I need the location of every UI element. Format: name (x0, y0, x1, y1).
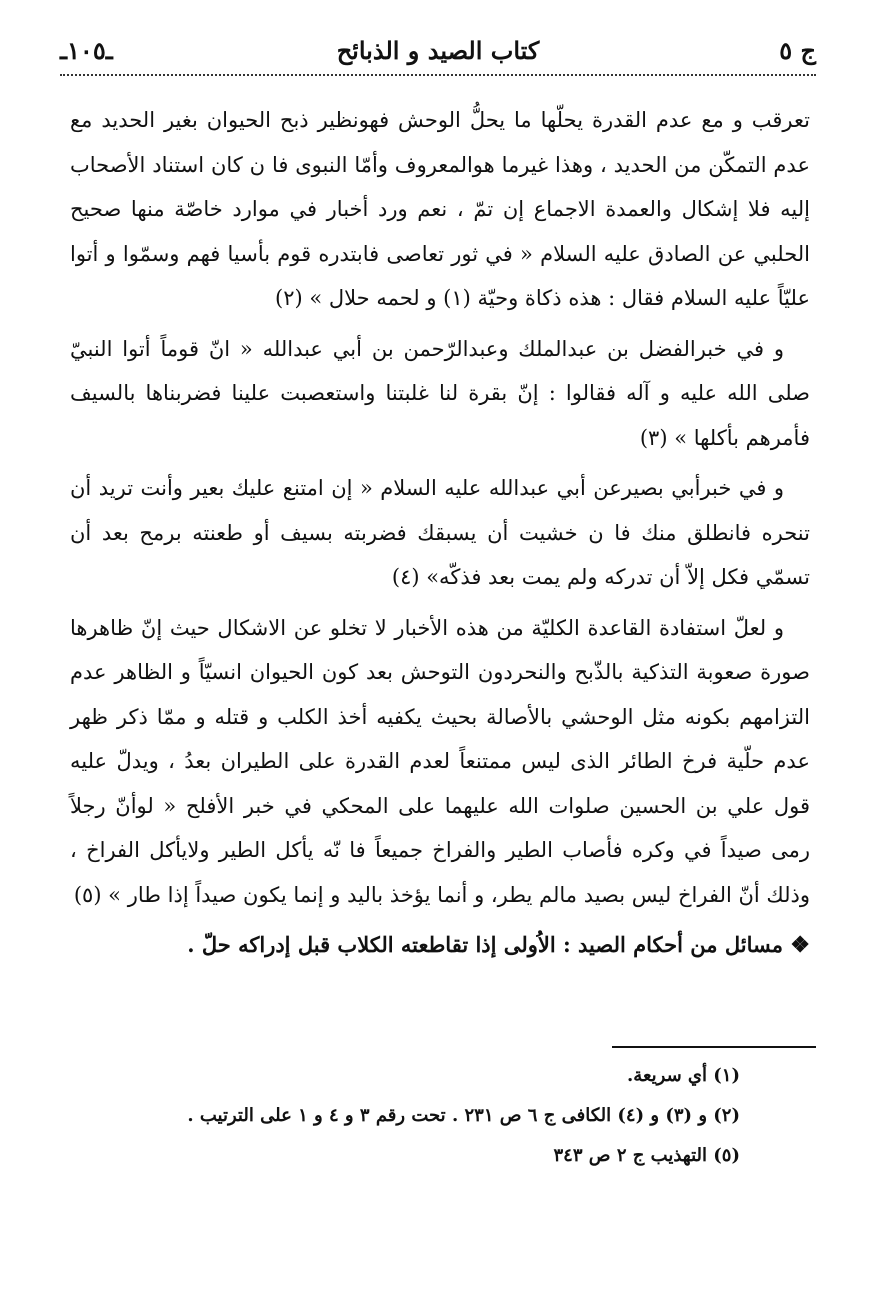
page-number: ـ١٠٥ـ (60, 35, 113, 65)
paragraph-3: و في خبرأبي بصيرعن أبي عبدالله عليه السلام « إن امتنع عليك بعير وأنت تريد أن تنحره فانطلق منك فا ن خشيت أن يسبقك فضربته بسيف أو طعنته برمح بعد أن تسمّي فكل إلاّ أن تدركه ولم يمت بعد فذكّه» (٤) (70, 476, 810, 589)
header-dotted-rule (60, 74, 816, 76)
paragraph-1: تعرقب و مع عدم القدرة يحلّها ما يحلُّ الوحش فهونظير ذبح الحيوان بغير الحديد مع عدم التمكّن من الحديد ، وهذا غيرما هوالمعروف وأمّا النبوى فا ن كان استناد الأصحاب إليه فلا إشكال والعمدة الاجماع إن تمّ ، نعم ورد أخبار في موارد خاصّة منها صحيح الحلبي عن الصادق عليه السلام « في ثور تعاصى فابتدره قوم بأسيا فهم وسمّوا و أتوا عليّاً عليه السلام فقال : هذه ذكاة وحيّة (١) و لحمه حلال » (٢) (70, 108, 810, 310)
volume-number: ج ٥ (779, 35, 816, 65)
main-text (70, 98, 810, 974)
running-head (60, 30, 816, 70)
paragraph-2: و في خبرالفضل بن عبدالملك وعبدالرّحمن بن أبي عبدالله « انّ قوماً أتوا النبيّ صلى الله عليه و آله فقالوا : إنّ بقرة لنا غلبتنا واستعصبت علينا فضربناها بالسيف فأمرهم بأكلها » (٣) (70, 336, 810, 450)
footnote-2: (٢) و (٣) و (٤) الكافى ج ٦ ص ٢٣١ . تحت رقم ٣ و ٤ و ١ على الترتيب . (187, 1105, 740, 1126)
section-heading-note (70, 923, 810, 968)
footnote-1: (١) أي سريعة. (627, 1065, 740, 1086)
footnote-rule (612, 1046, 816, 1048)
section-heading-text: مسائل من أحكام الصيد : الاُولى إذا تقاطعته الكلاب قبل إدراكه حلّ . (187, 932, 783, 957)
footnote-3: (٥) التهذيب ج ٢ ص ٣٤٣ (553, 1145, 740, 1166)
footnotes (80, 1056, 740, 1176)
ornament-icon: ❖ (790, 932, 810, 958)
paragraph-4: و لعلّ استفادة القاعدة الكليّة من هذه الأخبار لا تخلو عن الاشكال حيث إنّ ظاهرها صورة صعوبة التذكية بالذّبح والنحردون التوحش بعد كون الحيوان انسيّاً و الظاهر عدم التزامهم بكونه مثل الوحشي بالأصالة بحيث يكفيه أخذ الكلب و قتله و ممّا ذكر ظهر عدم حلّية فرخ الطائر الذى ليس ممتنعاً لعدم القدرة على الطيران بعدُ ، ويدلّ عليه قول علي بن الحسين صلوات الله عليهما على المحكي في خبر الأفلح « لوأنّ رجلاً رمى صيداً في وكره فأصاب الطير والفراخ جميعاً فا نّه يأكل الطير ولايأكل الفراخ ، وذلك أنّ الفراخ ليس بصيد مالم يطر، و أنما يؤخذ باليد و إنما يكون صيداً إذا طار » (٥) (70, 615, 810, 907)
book-title: كتاب الصيد و الذبائح (336, 35, 540, 65)
